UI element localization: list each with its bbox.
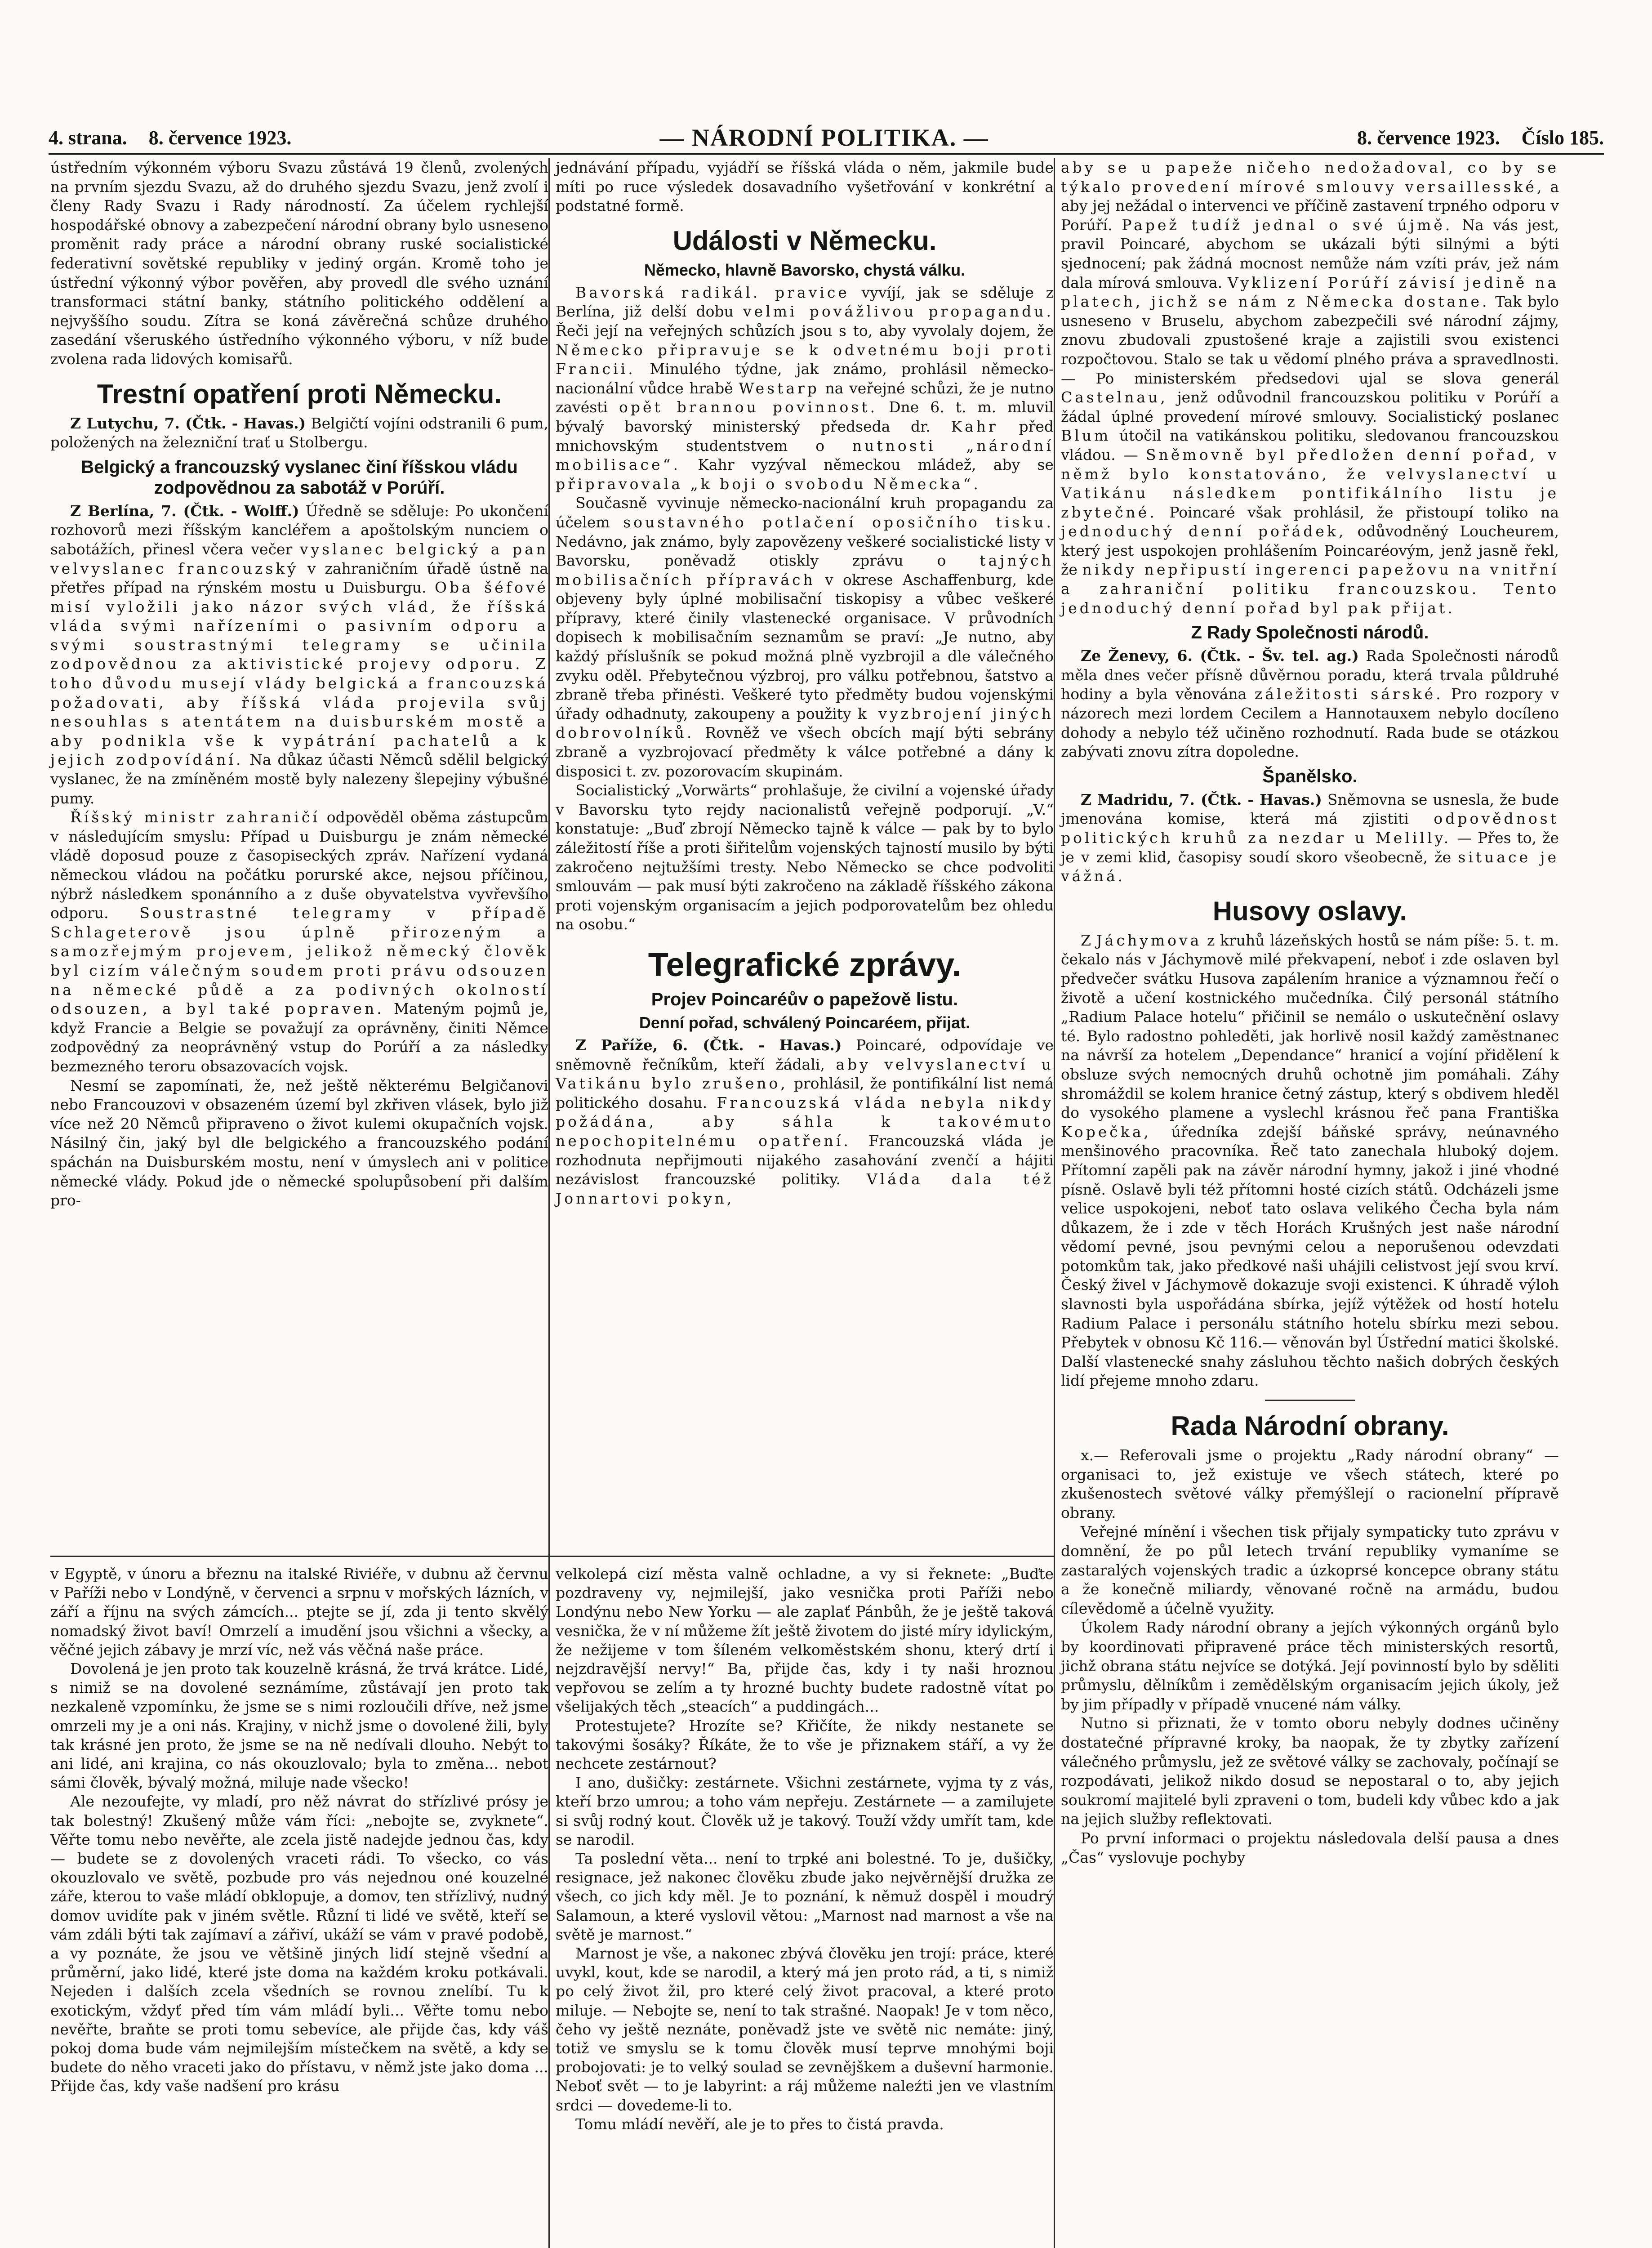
issue-date-left: 8. července 1923. [148, 126, 292, 149]
dispatch-text: prohlásil, že pontifikální list nemá politického dosahu. [556, 1075, 1054, 1111]
article-text: Nesmí se zapomínati, že, než ještě některému Belgičanovi nebo Francouzovi v obsazeném území byl zkřiven vlásek, bylo již více než 20 Němců připraveno o život kulemi okupačních vojsk. Násilný čin, jaký byl dle belgického a francouzského podání spáchán na Duisburském mostu, není v úmyslech ani v politice německé vlády. Pokud jde o německé spolupůsobení při dalším pro- [50, 1076, 548, 1209]
spaced-text: Vyklizení Porúří závisí jedině na platech, jichž se nám z Německa dostane. [1061, 273, 1559, 311]
page-number: 4. strana. [49, 126, 127, 149]
spaced-text: Tento jednoduchý denní pořad byl pak přijat. [1061, 580, 1559, 617]
spaced-text: Papež tudíž jednal o své újmě. [1122, 216, 1453, 234]
page-header [49, 122, 1604, 155]
article-subheadline: Německo, hlavně Bavorsko, chystá válku. [644, 260, 966, 279]
spaced-text: aby se u papeže ničeho nedožadoval, co by se týkalo provedení mírové smlouvy versaillesské, [1061, 159, 1559, 196]
dispatch [1061, 647, 1559, 762]
feuilleton-text: Tomu mládí nevěří, ale je to přes to čistá pravda. [575, 2115, 944, 2133]
dispatch [556, 1036, 1054, 1208]
article-text-span: Rovněž ve všech obcích mají býti sebrány zbraně a vyzbrojovací předměty k válce potřebné a dány k disposici t. zv. pozorovacím skupinám. [556, 724, 1054, 780]
feuilleton-text: Protestujete? Hrozíte se? Křičíte, že nikdy nestanete se takovými šosáky? Říkáte, že to vše je přiznakem stáří, a vy že nechcete zestárnout? [556, 1717, 1054, 1773]
spaced-text: Soustrastné telegramy v případě Schlageterově jsou úplně přirozeným a samozřejmým projevem, jelikož německý člověk byl cizím válečným soudem proti právu odsouzen na německé půdě a za podivných okolností odsouzen, a byl také popraven. [50, 904, 548, 1018]
spaced-text: záležitosti sárské. [1254, 685, 1443, 703]
column-3 [1061, 158, 1559, 1867]
article-headline: Belgický a francouzský vyslanec činí říšskou vládu zodpovědnou za sabotáž v Porúří. [81, 457, 518, 498]
spaced-text: jednoduchý denní pořádek, [1061, 522, 1346, 540]
article-text-span: v okrese Aschaffenburg, kde objeveny byly úplné mobilisační tiskopisy a vůbec veškeré přípravy, které činily vlastenecké organisace. V průvodních dopisech k mobilisačním seznamům se praví: „Je nutno, aby každý příslušník se pokud možná plně vyzbrojil a dle válečného zvyku oděl. Přebytečnou výzbroj, pro válku potřebnou, šatstvo a zbraně třeba přinésti. Veškeré tyto předměty budou vojenskými úřady odhadnuty, zakoupeny a použity [556, 571, 1054, 723]
spaced-text: Castelnau, [1061, 388, 1168, 406]
article-text-span: odpověděl oběma zástupcům v následujícím smyslu: Případ u Duisburgu je znám německé vládě doposud pouze z časopiseckých zpráv. Nařízení vydaná německou vládou na počátku porurské akce, nejsou příčinou, nýbrž následkem sponánního a z duše obyvatelstva vyvřevšího odporu. [50, 808, 549, 922]
dispatch-text: — Přes to, že je v zemi klid, časopisy soudí skoro všeobecně, že [1061, 829, 1559, 866]
article-headline: Projev Poincaréův o papežově listu. [651, 989, 958, 1009]
spaced-text: velmi povážlivou propagandu. [743, 303, 1054, 321]
article-text-span: jenž odůvodnil francouzskou politiku v Porúří a žádal úplné provedení mírové smlouvy. Socialistický poslanec [1061, 388, 1559, 425]
article-headline: Husovy oslavy. [1212, 896, 1407, 926]
article-text-span: Poincaré však prohlásil, že přistoupí toliko na [1157, 503, 1559, 521]
article-text-span: Z [1081, 931, 1096, 949]
dateline: Z Berlína, 7. (Čtk. - Wolff.) [70, 502, 299, 520]
dispatch-text: Úředně se sděluje: Po ukončení rozhovorů mezi říšským kancléřem a apoštolským nunciem o sabotážích, přinesl včera večer [50, 502, 548, 558]
article-text: Nutno si přiznati, že v tomto oboru nebyly dodnes učiněny dostatečné přípravné kroky, ba naopak, že ty zbytky zařízení válečného průmyslu, jež ze světové války se zachovaly, počínají se rozpodávati, jelikož nikdo dosud se nepostaral o to, aby jejich soukromí majitelé byli zpraveni o tom, budeli kdy vůbec kdo a jak na jejich služby reflektovati. [1061, 1714, 1559, 1828]
spaced-text: aby velvyslanectví u Vatikánu bylo zrušeno, [556, 1055, 1054, 1093]
spaced-text: Oba šéfové misí vyložili jako názor svých vlád, že říšská vláda svými nařízeními o pasivním odporu a svými soustrastnými telegramy se učinila zodpovědnou za aktivistické projevy odporu. Z toho důvodu musejí vlády belgická a francouzská požadovati, aby říšská vláda projevila svůj nesouhlas s atentátem na duisburském mostě a aby podnikla vše k vypátrání pachatelů a k jejich zodpovídání. [50, 579, 549, 769]
article-text [556, 494, 1054, 781]
dispatch-text: Francouzská vláda je rozhodnuta nepřijmouti nijakého zasahování zvenčí a hájiti nezávislost francouzské politiky. [556, 1132, 1054, 1188]
dateline: Z Madridu, 7. (Čtk. - Havas.) [1081, 790, 1322, 808]
spaced-text: Sněmovně byl předložen denní pořad, v němž bylo konstatováno, že velvyslanectví u Vatikánu následkem pontifikálního listu je zbytečné. [1061, 446, 1559, 521]
article-text-span: Na vás jest, pravil Poincaré, abychom se ukázali býti silnými a býti sjednocení; pak žádná mocnost nemůže nám vzíti práv, jež nám dala mírová smlouva. [1061, 216, 1559, 291]
article-text-span: Řeči její na veřejných schůzích jsou s to, aby vyvolaly dojem, že [556, 321, 1054, 339]
column-1 [50, 158, 548, 1210]
feuilleton-text: Dovolená je jen proto tak kouzelně krásná, že trvá krátce. Lidé, s nimiž se na dovolené seznámíme, zůstávají jen proto tak nezkaleně vzpomínku, že jsme se s nimi rozloučili dříve, než jsme omrzeli my je a oni nás. Krajiny, v nichž jsme o dovolené žili, byly tak krásné jen proto, že jsme se na ně nedívali dlouho. Nebýt to ani lidé, ani krajina, co nás okouzlovalo; byla to změna... nebot sámi člověk, bývalý možná, miluje nade všecko! [50, 1660, 548, 1792]
dateline: Ze Ženevy, 6. (Čtk. - Šv. tel. ag.) [1081, 647, 1359, 665]
article-text: Veřejné mínění i všechen tisk přijaly sympaticky tuto zprávu v domnění, že po půl letech trvání republiky vymaníme se zastaralých vojenských tradic a úzkoprsé koncepce obrany státu a že konečně miliardy, věnované ročně na armádu, budou cílevědomě a účelně využity. [1061, 1523, 1559, 1617]
spaced-text: Westarp [739, 379, 819, 397]
article-subheadline: Denní pořad, schválený Poincaréem, přijat. [639, 1013, 971, 1032]
article-text [556, 283, 1054, 494]
article-headline: Španělsko. [1262, 766, 1358, 786]
article-text-span: Tak bylo usneseno v Bruselu, abychom zabezpečili své národní zájmy, znovu zbudovali zpustošené kraje a zajistili svou existenci rozpočtovou. Stalo se tak u vědomí plného práva a spravedlnosti. — Po ministerském předsedovi ujal se slova generál [1061, 293, 1559, 387]
spaced-text: opět brannou povinnost. [619, 398, 878, 416]
article-text-span: Mateným pojmů je, když Francie a Belgie se považují za oprávněny, činiti Němce zodpovědný za neoprávněný vstup do Porúří a za následky bezmezného teroru obsazovacích vojsk. [50, 1000, 549, 1075]
article-text-span: a aby jej nežádal o intervenci ve příčině zastavení trpného odporu v Porúří. [1061, 178, 1559, 234]
spaced-text: Německo připravuje se k odvetnému boji proti Francii. [556, 341, 1054, 378]
column-rule [548, 158, 550, 1574]
dispatch [1061, 790, 1559, 886]
article-text: Socialistický „Vorwärts“ prohlašuje, že civilní a vojenské úřady v Bavorsku tyto rejdy nacionalistů veřejně podporují. „V.“ konstatuje: „Buď zbrojí Německo tajně k válce — pak by to bylo záležitostí říše a proti šiřitelům vojenských tajností musilo by býti zakročeno nejtužšími tresty. Nebo Německo se chce podvoliti smlouvám — pak musí býti zakročeno na základě říšského zákona proti vojenským organisacím a jejich podporovatelům bez ohledu na osobu.“ [556, 781, 1054, 933]
article-headline: Události v Německu. [672, 225, 937, 256]
issue-date-right: 8. července 1923. [1357, 126, 1500, 149]
feuilleton-text: Ale nezoufejte, vy mladí, pro něž návrat do střízlivé prósy je tak bolestný! Zkušený může vám říci: „nebojte se, zvyknete“. Věřte tomu nebo nevěřte, ale zcela jistě nadejde jednou čas, kdy — budete se z dovolených vraceti rádi. To všecko, co vás okouzlovalo ve světě, pozbude pro vás nejednou oné kouzelné záře, kterou to vaše mládí obklopuje, a domov, ten střízlivý, nudný domov uvidíte pak v jiném světle. Různí ti lidé ve světě, kteří se vám zdáli býti tak zajímaví a zářiví, ukáží se vám v pravé podobě, a vy poznáte, že jsou ve většině jiných lidí stejně všední a průměrní, jako lidé, které jste doma na každém kroku potkávali. Nejeden i dalších zcela všedních se rovnou znelíbí. Tu k exotickým, vždyť před tím vám mládí byli... Věřte tomu nebo nevěřte, braňte se proti tomu sebevíce, ale přijde čas, kdy váš pokoj doma bude vám nejmilejším místečkem na světě, a kdy se budete do něho vraceti jako do přístavu, v němž jste jako doma ... Přijde čas, kdy vaše nadšení pro krásu [50, 1793, 548, 2095]
spaced-text: tajných mobilisačních přípravách [556, 552, 1054, 589]
feuilleton-text: Ta poslední věta... není to trpké ani bolestné. To je, dušičky, resignace, jež nakonec člověku zbude jako nejvěrnější družka ze všech, co jich kdy měl. Je to poznání, k němuž dospěl i moudrý Salamoun, a které vyslovil větou: „Marnost nad marnost a vše na světě je marnost.“ [556, 1850, 1054, 1943]
feuilleton-column-2 [556, 1565, 1054, 2134]
article-text [1061, 931, 1559, 1391]
article-text: jednávání případu, vyjádří se říšská vláda o něm, jakmile bude míti po ruce výsledek dosavadního vyšetřování v konkrétní a podstatné formě. [556, 159, 1054, 215]
feuilleton-text: v Egyptě, v únoru a březnu na italské Riviéře, v dubnu až červnu v Paříži nebo v Londýně, v červenci a srpnu v mořských lázních, v září a říjnu na svých zámcích... ptejte se jí, zda ji tento skvělý nomadský život baví! Omrzelí a imudění jsou všichni a všecky, a věčné jejich zábavy je mrzí víc, než vás věčná naše práce. [50, 1565, 548, 1659]
spaced-text: Jáchymova [1096, 931, 1202, 949]
spaced-text: Kahr [951, 417, 998, 435]
article-text-span: Současně vyvinuje německo-nacionální kruh propagandu za účelem [556, 494, 1054, 531]
dispatch-text: Sněmovna se usnesla, že bude jmenována komise, která má zjistiti [1061, 790, 1559, 828]
article-text-span: z kruhů lázeňských hostů se nám píše: 5. t. m. čekalo nás v Jáchymově milé překvapení, neboť i zde oslaven byl předvečer svátku Husova zapálením hranice a významnou řečí o životě a učení kostnického mučedníka. Čilý personál státního „Radium Palace hotelu“ přičinil se nemálo o uskutečnění oslavy té. Bylo radostno pohleděti, jak horlivě nosil každý zaměstnanec na návrší za hotelem „Dependance“ hranicí a vojíní přidělení k obsluze svých nemocných druhů ochotně jim pomáhali. Záhy shromáždil se kolem hranice četný zástup, který s obdivem hleděl do vysokého plamene a vyslechl krásnou řeč pana Františka [1061, 931, 1559, 1122]
article-headline: Rada Národní obrany. [1171, 1411, 1449, 1441]
spaced-text: nikdy nepřipustí ingerenci papežovu na vnitřní a zahraniční politiku francouzskou. [1061, 561, 1559, 598]
dispatch-text: Pro rozpory v názorech mezi lordem Cecilem a Hannotauxem nebylo docíleno dohody a nebylo též učiněno rozhodnutí. Rada bude se otázkou zabývati znovu zítra dopoledne. [1061, 685, 1559, 761]
feuilleton-column-1 [50, 1565, 548, 2096]
dispatch-text: Na důkaz účasti Němců sdělil belgický vyslanec, že na zmíněném mostě byly nalezeny šlepejiny výbušné pumy. [50, 751, 549, 807]
article-text-span: vyvíjí, jak se sděluje z Berlína, již delší dobu [556, 283, 1054, 321]
spaced-text: Francouzská vláda nebyla nikdy požádána, aby sáhla k takovémuto nepochopitelnému opatření. [556, 1093, 1054, 1150]
spaced-text: vyslanec belgický a pan velvyslanec francouzský [50, 540, 548, 577]
feuilleton-text: Marnost je vše, a nakonec zbývá člověku jen trojí: práce, které uvykl, kout, kde se narodil, a který má jen proto rád, a ti, s nimiž po celý život žil, pro které celý život pracoval, a které proto miluje. — Nebojte se, není to tak strašné. Naopak! Je v tom něco, čeho vy ještě neznáte, poněvadž jste ve světě nic nemáte: jiný, totiž ve smyslu se k tomu člověk musí teprve mnohými boji probojovati: je to velký soulad se zevnějškem a duševní harmonie. Neboť svět — to je labyrint: a ráj můžeme naleźti jen ve vlastním srdci — dovedeme-li to. [556, 1945, 1054, 2114]
dispatch-text: Rada Společnosti národů měla dnes večer přísně důvěrnou poradu, která trvala půldruhé hodiny a byla věnována [1061, 647, 1559, 703]
article-headline: Trestní opatření proti Německu. [97, 379, 502, 409]
section-headline: Telegrafické zprávy. [648, 946, 962, 983]
issue-number: Číslo 185. [1521, 126, 1604, 149]
spaced-text: Blum [1061, 427, 1111, 445]
spaced-text: připravovala „k boji o svobodu Německa“. [556, 475, 981, 493]
article-text-span [1479, 580, 1503, 598]
article-text-span: Kahr vyzýval německou mládež, aby se [680, 456, 1054, 474]
dispatch-text: v zahraničním úřadě ústně na přetřes případ na rýnském mostu u Duisburgu. [50, 559, 548, 597]
spaced-text: Bavorská radikál. pravice [575, 283, 850, 301]
spaced-text: nutnosti „národní mobilisace“. [556, 437, 1054, 474]
article-text: ústředním výkonném výboru Svazu zůstává 19 členů, zvolených na prvním sjezdu Svazu, až do druhého sjezdu Svazu, jenž zvolí i členy Rady Svazu i Rady národností. Za účelem rychlejší hospodářské obnovy a zabezpečení národní obrany bylo usneseno proměnit rady práce a národní obrany ruské socialistické federativní sovětské republiky v jediný orgán. Kromě toho je ústřední výkonný výbor pověřen, aby provedl dle svého uznání transformaci státní banky, státního politického oddělení a nejvyššího soudu. Zítra se koná závěrečná schůze druhého zasedání všeruského ústředního výkonného výboru, v níž bude zvolena rada lidových komisařů. [50, 159, 548, 368]
spaced-text: Kopečka, [1061, 1123, 1151, 1141]
dateline: Z Paříže, 6. (Čtk. - Havas.) [575, 1036, 842, 1054]
article-text [50, 808, 548, 1076]
feuilleton-text: I ano, dušičky: zestárnete. Všichni zestárnete, vyjma ty z vás, kteří brzo umrou; a toho vám nepřeju. Zestárnete — a zamilujete si svůj rodný kout. Člověk už je takový. Touží vždy umřít tam, kde se narodil. [556, 1774, 1054, 1848]
dateline: Z Lutychu, 7. (Čtk. - Havas.) [70, 414, 306, 432]
column-rule [1054, 158, 1055, 2248]
article-text [1061, 158, 1559, 618]
article-headline: Z Rady Společnosti národů. [1191, 623, 1429, 643]
masthead: — NÁRODNÍ POLITIKA. — [659, 124, 989, 151]
article-text: Úkolem Rady národní obrany a jejích výkonných orgánů bylo by koordinovati připravené práce těch ministerských resortů, jichž obrana státu nejvíce se dotýká. Její povinností bylo by sděliti průmyslu, dělníkům i zemědělským organisacím jejich úkoly, jež by jim případly v případě vnucené nám války. [1061, 1619, 1559, 1713]
article-text: x.— Referovali jsme o projektu „Rady národní obrany“ — organisaci to, jež existuje ve všech státech, které po zkušenostech světové války přemýšlejí o racionelní přípravě obrany. [1061, 1446, 1559, 1521]
spaced-text: situace je vážná. [1061, 848, 1559, 885]
article-text-span: útočil na vatikánskou politiku, sledovanou francouzskou vládou. — [1061, 427, 1559, 464]
section-rule [50, 1556, 1054, 1557]
article-text-span: úředníka zdejší báňské správy, neúnavného menšinového pracovníka. Řeč tato zanechala hluboký dojem. Přítomní zapěli pak na závěr národní hymny, jakož i jiné vhodné písně. Oslavě byli též přítomni hosté cizích států. Odcházeli jsme velice uspokojeni, neboť tato oslava velikého Čecha byla nám důkazem, že i zde v těch Horách Krušných jest naše národní vědomí pevné, jsou pevnými celou a neporušenou odevzdati potomkům tak, jako předkové naši uhájili celistvost její svou krví. Český živel v Jáchymově dokazuje svoji existenci. K úhradě výloh slavnosti byla uspořádána sbírka, jejíž výtěžek od hostí hotelu Radium Palace i personálu státního hotelu sbírku mezi sebou. Přebytek v obnosu Kč 116.— věnován byl Ústřední matici školské. Další vlastenecké snahy zásluhou těchto našich dobrých českých lidí přejeme mnoho zdaru. [1061, 1123, 1559, 1390]
column-2 [556, 158, 1054, 1208]
article-text: Po první informaci o projektu následovala delší pausa a dnes „Čas“ vyslovuje pochyby [1061, 1829, 1559, 1866]
spaced-text: soustavného potlačení oposičního tisku. [623, 513, 1054, 531]
divider [1265, 1400, 1355, 1401]
article-text-span: Nedávno, jak známo, byly zapovězeny veškeré socialistické listy v Bavorsku, poněvadž otiskly zprávu o [556, 532, 1054, 570]
dispatch-text: Belgičtí vojíni odstranili 6 pum, položených na železniční trať u Stolbergu. [50, 414, 548, 451]
dispatch [50, 502, 548, 808]
article-text-span: odůvodněný Loucheurem, který jest uspokojen prohlášením Poincaréovým, jenž jasně řekl, že [1061, 522, 1559, 579]
column-rule [548, 1565, 550, 2248]
article-text-span: Minulého týdne, jak známo, prohlásil německo-nacionální vůdce hrabě [556, 360, 1054, 397]
article-text-span: na veřejné schůzi, že je nutno zavésti [556, 379, 1054, 416]
feuilleton-text: velkolepá cizí města valně ochladne, a vy si řeknete: „Buďte pozdraveny vy, nejmilejší, jako vesnička proti Paříži nebo Londýnu nebo New Yorku — ale zaplať Pánbůh, že je ještě taková vesnička, že v ní můžeme žít ještě životem do jisté míry idylickým, že nežijeme v tom šíleném velkoměstském shonu, který drtí i nejzdravější nervy!“ Ba, přijde čas, kdy i ty naši hroznou vepřovou se zelím a ty hrozné buchty budete radostně vítat po všelijakých těch „steacích“ a puddingách... [556, 1565, 1054, 1716]
spaced-text: Vláda dala též Jonnartovi pokyn, [556, 1170, 1054, 1207]
spaced-text: odpovědnost politických kruhů za nezdar u Melilly. [1061, 810, 1559, 847]
article-text-span: Dne 6. t. m. mluvil bývalý bavorský ministerský předseda dr. [556, 398, 1054, 435]
dispatch [50, 414, 548, 452]
spaced-text: k vyzbrojení jiných dobrovolníků. [556, 705, 1054, 742]
dispatch-text: Poincaré, odpovídaje ve sněmovně řečníkům, kteří žádali, [556, 1036, 1054, 1073]
article-text-span: před mnichovským studentstvem o [556, 417, 1054, 455]
spaced-text: Říšský ministr zahraničí [70, 808, 320, 826]
